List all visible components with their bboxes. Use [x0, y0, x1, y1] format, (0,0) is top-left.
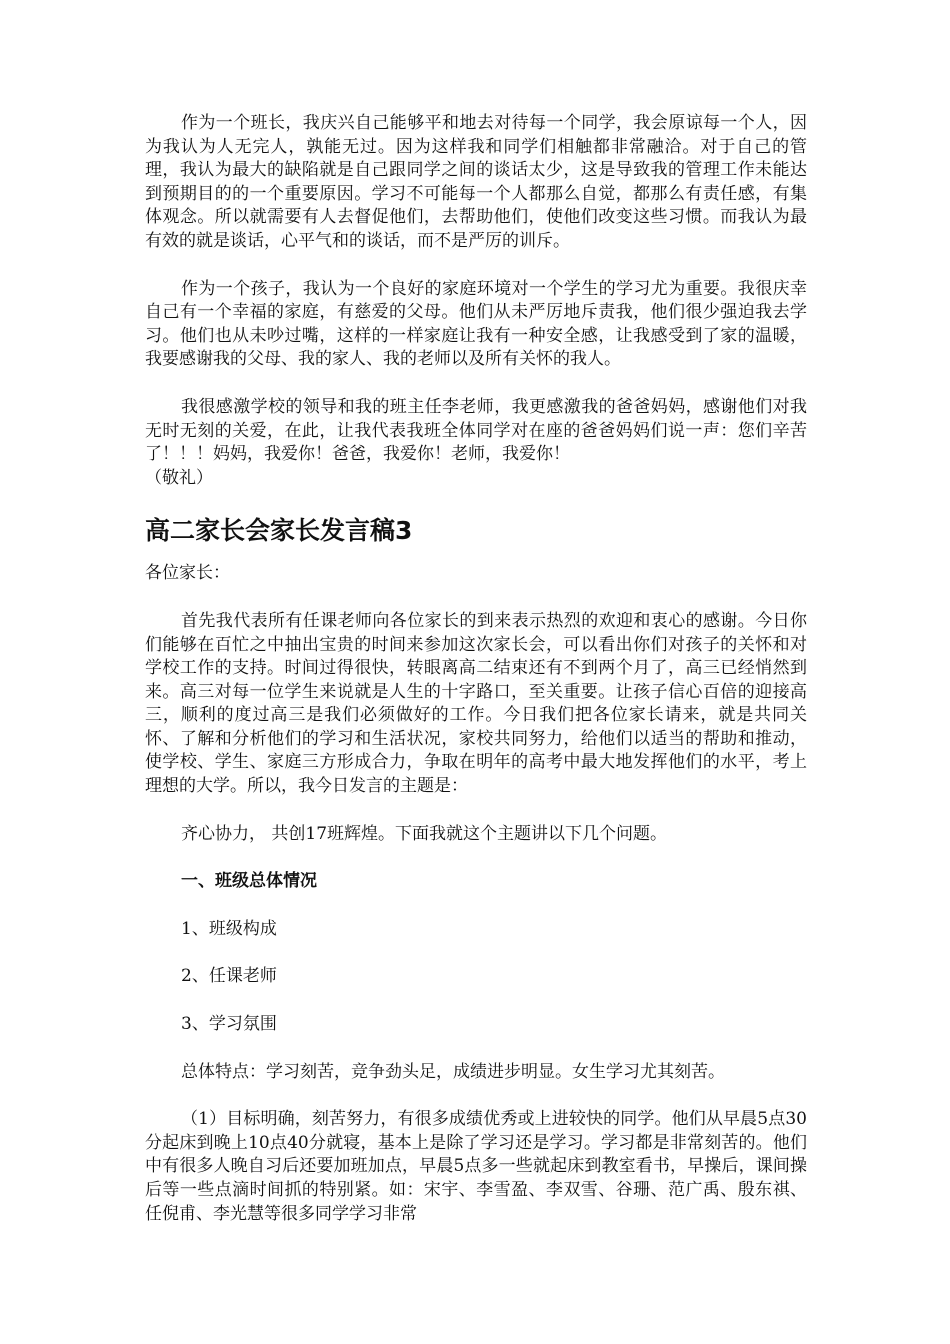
paragraph-thanks: 我很感激学校的领导和我的班主任李老师，我更感激我的爸爸妈妈，感谢他们对我无时无刻的关爱，在此，让我代表我班全体同学对在座的爸爸妈妈们说一声：您们辛苦了！！！妈妈，我爱你！爸爸，我爱你！老师，我爱你！: [145, 396, 807, 465]
salutation: 各位家长：: [145, 563, 230, 584]
paragraph-monitor: 作为一个班长，我庆兴自己能够平和地去对待每一个同学，我会原谅每一个人，因为我认为人无完人，孰能无过。因为这样我和同学们相触都非常融洽。对于自己的管理，我认为最大的缺陷就是自己跟同学之间的谈话太少，这是导致我的管理工作未能达到预期目的的一个重要原因。学习不可能每一个人都那么自觉，都那么有责任感，有集体观念。所以就需要有人去督促他们，去帮助他们，使他们改变这些习惯。而我认为最有效的就是谈话，心平气和的谈话，而不是严厉的训斥。: [145, 113, 807, 251]
paragraph-point-1: （1）目标明确，刻苦努力，有很多成绩优秀或上进较快的同学。他们从早晨5点30分起床到晚上10点40分就寝，基本上是除了学习还是学习。学习都是非常刻苦的。他们中有很多人晚自习后还要加班加点，早晨5点多一些就起床到教室看书，早操后，课间操后等一些点滴时间抓的特别紧。如：宋宇、李雪盈、李双雪、谷珊、范广禹、殷东祺、任倪甫、李光慧等很多同学学习非常: [145, 1109, 807, 1224]
paragraph-intro: 首先我代表所有任课老师向各位家长的到来表示热烈的欢迎和衷心的感谢。今日你们能够在百忙之中抽出宝贵的时间来参加这次家长会，可以看出你们对孩子的关怀和对学校工作的支持。时间过得很快，转眼离高二结束还有不到两个月了，高三已经悄然到来。高三对每一位学生来说就是人生的十字路口，至关重要。让孩子信心百倍的迎接高三，顺利的度过高三是我们必须做好的工作。今日我们把各位家长请来，就是共同关怀、了解和分析他们的学习和生活状况，家校共同努力，给他们以适当的帮助和推动，使学校、学生、家庭三方形成合力，争取在明年的高考中最大地发挥他们的水平，考上理想的大学。所以，我今日发言的主题是：: [145, 610, 807, 797]
list-item: 1、班级构成: [181, 918, 277, 939]
paragraph-family: 作为一个孩子，我认为一个良好的家庭环境对一个学生的学习尤为重要。我很庆幸自己有一个幸福的家庭，有慈爱的父母。他们从未严厉地斥责我，他们很少强迫我去学习。他们也从未吵过嘴，这样的一样家庭让我有一种安全感，让我感受到了家的温暖，我要感谢我的父母、我的家人、我的老师以及所有关怀的我人。: [145, 278, 807, 370]
list-item: 2、任课老师: [181, 966, 277, 987]
section-heading: 高二家长会家长发言稿3: [145, 516, 413, 546]
paragraph-summary: 总体特点：学习刻苦，竞争劲头足，成绩进步明显。女生学习尤其刻苦。: [181, 1061, 725, 1082]
list-item: 3、学习氛围: [181, 1014, 277, 1035]
paragraph-closing: （敬礼）: [145, 467, 213, 488]
subheading-class-overview: 一、班级总体情况: [181, 871, 317, 892]
document-page: [145, 112, 807, 1226]
paragraph-theme: 齐心协力， 共创17班辉煌。下面我就这个主题讲以下几个问题。: [181, 823, 668, 844]
